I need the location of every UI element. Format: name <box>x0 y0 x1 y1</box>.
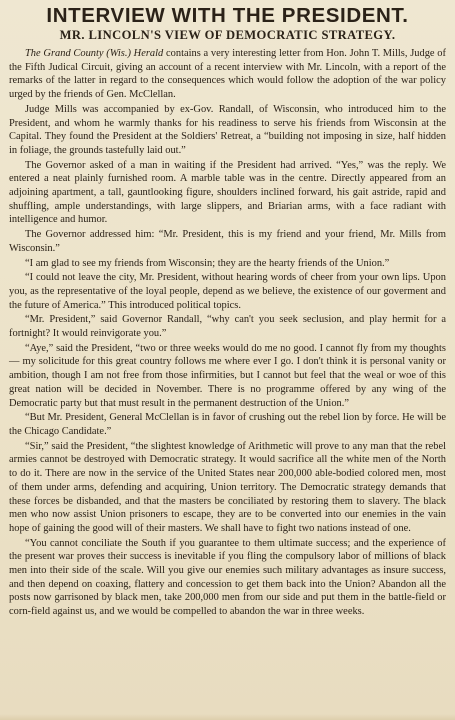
paragraph-text: “I am glad to see my friends from Wisconsin; they are the hearty friends of the Union.” <box>25 257 390 269</box>
article-paragraph <box>9 313 446 340</box>
article-paragraph <box>9 257 446 271</box>
article-paragraph <box>9 228 446 255</box>
page-edge <box>0 714 455 720</box>
paragraph-text: Judge Mills was accompanied by ex-Gov. Randall, of Wisconsin, who introduced him to the President, and whom he warmly thanks for his readiness to serve his friends from Wisconsin at the Capital. They found the President at the Soldiers' Retreat, a “building not imposing in size, half hidden in foliage, the grounds tastefully laid out.” <box>9 103 446 156</box>
paragraph-text: The Governor addressed him: “Mr. President, this is my friend and your friend, Mr. Mills from Wisconsin.” <box>9 229 446 254</box>
article-paragraph <box>9 47 446 102</box>
paragraph-text: “Sir,” said the President, “the slightest knowledge of Arithmetic will prove to any man that the rebel armies cannot be destroyed with Democratic strategy. It would sacrifice all the white men of the North to do it. There are now in the service of the United States near 200,000 able-bodied colored men, most of them under arms, defending and acquiring, Union territory. The Democratic strategy demands that these forces be disbanded, and that the masters be conciliated by restoring them to slavery. The black men who now assist Union prisoners to escape, they are to be converted into our enemies in the vain hope of gaining the good will of their masters. We shall have to fight two nations instead of one. <box>9 440 446 534</box>
article-paragraph <box>9 411 446 438</box>
paragraph-text: “Mr. President,” said Governor Randall, “why can't you seek seclusion, and play hermit for a fortnight? It would reinvigorate you.” <box>9 314 446 340</box>
paragraph-text: “Aye,” said the President, “two or three weeks would do me no good. I cannot fly from my thoughts — my solicitude for this great country follows me where ever I go. I don't think it is personal vanity or ambition, though I am not free from those infirmities, but I cannot but feel that the weal or woe of this great nation will be decided in November. There is no programme offered by any wing of the Democratic party but that must result in the permanent destruction of the Union.” <box>9 342 446 409</box>
article-paragraph <box>9 342 446 411</box>
article-paragraph <box>9 103 446 158</box>
headline: INTERVIEW WITH THE PRESIDENT. <box>46 4 409 27</box>
subheadline: MR. LINCOLN'S VIEW OF DEMOCRATIC STRATEGY. <box>59 28 396 42</box>
paragraph-text: “I could not leave the city, Mr. President, without hearing words of cheer from your own lips. Upon you, as the representative of the loyal people, depend as we believe, the existence of our goverment and the future of America.” This introduced political topics. <box>9 272 446 311</box>
paragraph-text: “But Mr. President, General McClellan is in favor of crushing out the rebel lion by force. He will be the Chicago Candidate.” <box>9 412 446 437</box>
article-paragraph <box>9 159 446 228</box>
article-paragraph <box>9 271 446 312</box>
article-body <box>9 47 446 619</box>
paragraph-text: The Governor asked of a man in waiting if the President had arrived. “Yes,” was the reply. We entered a neat plainly furnished room. A marble table was in the centre. Directly appeared from an adjoining apartment, a tall, gauntlooking figure, shoulders inclined forward, his gait astride, rapid and shuffling, ample understandings, with large slippers, and Briarian arms, with a face radiant with intelligence and humor. <box>9 159 446 226</box>
paragraph-text: “You cannot conciliate the South if you guarantee to them ultimate success; and the experience of the present war proves their success is inevitable if you fling the compulsory labor of millions of black men into their side of the scale. Will you give our enemies such military advantages as insure success, and then depend on coaxing, flattery and concession to get them back into the Union? Abandon all the posts now garrisoned by black men, take 200,000 men from our side and put them in the battle-field or corn-field against us, and we would be compelled to abandon the war in three weeks. <box>9 537 446 618</box>
article-paragraph <box>9 537 446 619</box>
newspaper-name: The Grand County (Wis.) Herald <box>25 48 164 59</box>
paragraph-text: contains a very interesting letter from Hon. John T. Mills, Judge of the Fifth Judical Circuit, giving an account of a recent interview with Mr. Lincoln, with a report of the remarks of the latter in regard to the consequences which would follow the adoption of the war policy urged by the friends of Gen. McClellan. <box>9 48 446 101</box>
article-paragraph <box>9 440 446 536</box>
